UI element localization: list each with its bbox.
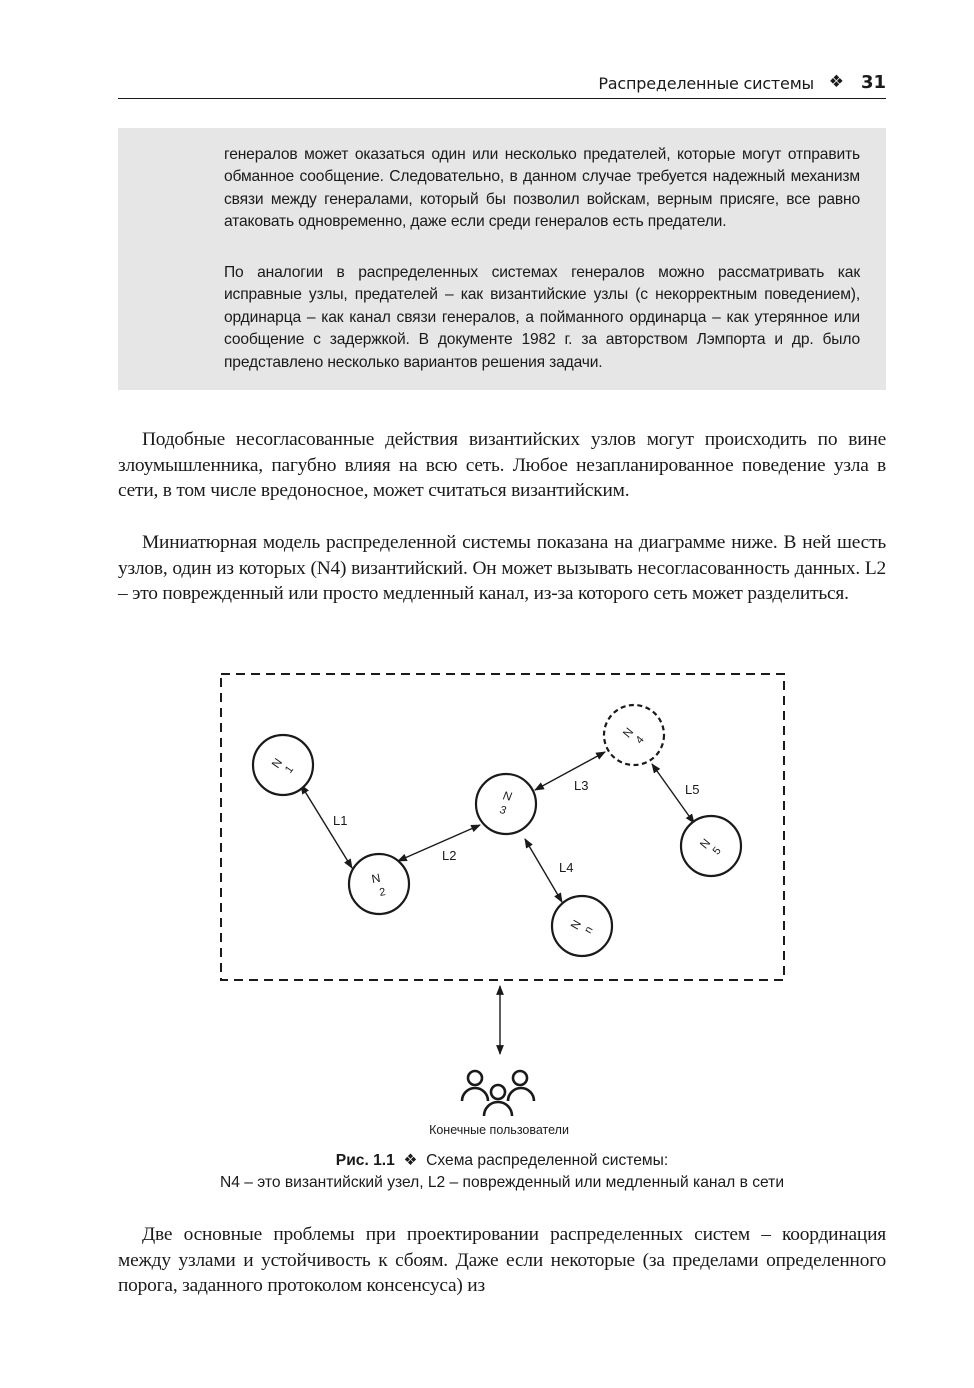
note-paragraph: По аналогии в распределенных системах генералов можно рассматривать как исправные узлы, предателей – как византийские узлы (с некорректным поведением), ординарца – как канал связи генералов, а пойманного ординарца – как утерянное или сообщение с задержкой. В документе 1982 г. за авторством Лэмпорта и др. было представлено несколько вариантов решения задачи. — [224, 264, 860, 371]
figure-label: Рис. 1.1 — [335, 1152, 395, 1169]
link-label-l4: L4 — [559, 860, 574, 875]
node-n2 — [349, 854, 409, 914]
end-users-label: Конечные пользователи — [429, 1123, 569, 1137]
node-letter: N — [370, 870, 382, 887]
note-box — [118, 128, 886, 390]
node-letter: N — [268, 755, 286, 771]
node-n3 — [476, 774, 536, 834]
node-n5 — [681, 816, 741, 876]
node-n4-byzantine — [604, 705, 664, 765]
page-number: 31 — [860, 72, 886, 93]
node-nn — [552, 896, 612, 956]
node-letter: N — [567, 917, 585, 932]
node-index: 4 — [633, 733, 647, 747]
node-index: 3 — [498, 804, 507, 817]
node-index: n — [582, 924, 596, 936]
page-header — [118, 70, 886, 99]
diamond-separator-icon: ❖ — [828, 72, 844, 92]
link-label-l3: L3 — [574, 778, 589, 793]
node-index: 2 — [378, 886, 387, 899]
figure-title: Схема распределенной системы: — [426, 1152, 669, 1169]
node-letter: N — [501, 788, 513, 804]
body-paragraph: Подобные несогласованные действия византийских узлов могут происходить по вине злоумышленника, пагубно влияя на всю сеть. Любое незапланированное поведение узла в сети, в том числе вредоносное, может считаться византийским. — [118, 429, 886, 502]
users-group-icon — [462, 1071, 534, 1116]
figure-caption — [118, 1150, 886, 1194]
node-letter: N — [696, 835, 714, 852]
node-n1 — [253, 735, 313, 795]
distributed-system-diagram — [210, 664, 800, 1144]
node-index: 5 — [710, 844, 724, 858]
diamond-separator-icon: ❖ — [403, 1152, 418, 1169]
link-l2-arrow — [398, 825, 480, 861]
note-paragraph: генералов может оказаться один или несколько предателей, которые могут отправить обманное сообщение. Следовательно, в данном случае требуется надежный механизм связи между генералами, который бы позволил войскам, верным присяге, все равно атаковать одновременно, даже если среди генералов есть предатели. — [224, 146, 860, 231]
link-l4-arrow — [525, 839, 562, 902]
body-paragraph: Две основные проблемы при проектировании распределенных систем – координация между узлами и устойчивость к сбоям. Даже если некоторые (за пределами определенного порога, заданного протоколом консенсуса) из — [118, 1224, 886, 1297]
node-letter: N — [619, 724, 637, 741]
link-label-l5: L5 — [685, 782, 700, 797]
link-label-l2: L2 — [442, 848, 457, 863]
node-index: 1 — [282, 763, 297, 776]
body-paragraph: Миниатюрная модель распределенной системы показана на диаграмме ниже. В ней шесть узлов, один из которых (N4) византийский. Он может вызывать несогласованность данных. L2 – это поврежденный или просто медленный канал, из-за которого сеть может разделиться. — [118, 532, 886, 605]
link-label-l1: L1 — [333, 813, 348, 828]
figure-subtitle: N4 – это византийский узел, L2 – поврежденный или медленный канал в сети — [219, 1174, 785, 1191]
link-l3-arrow — [535, 752, 605, 790]
running-title: Распределенные системы — [598, 74, 814, 93]
